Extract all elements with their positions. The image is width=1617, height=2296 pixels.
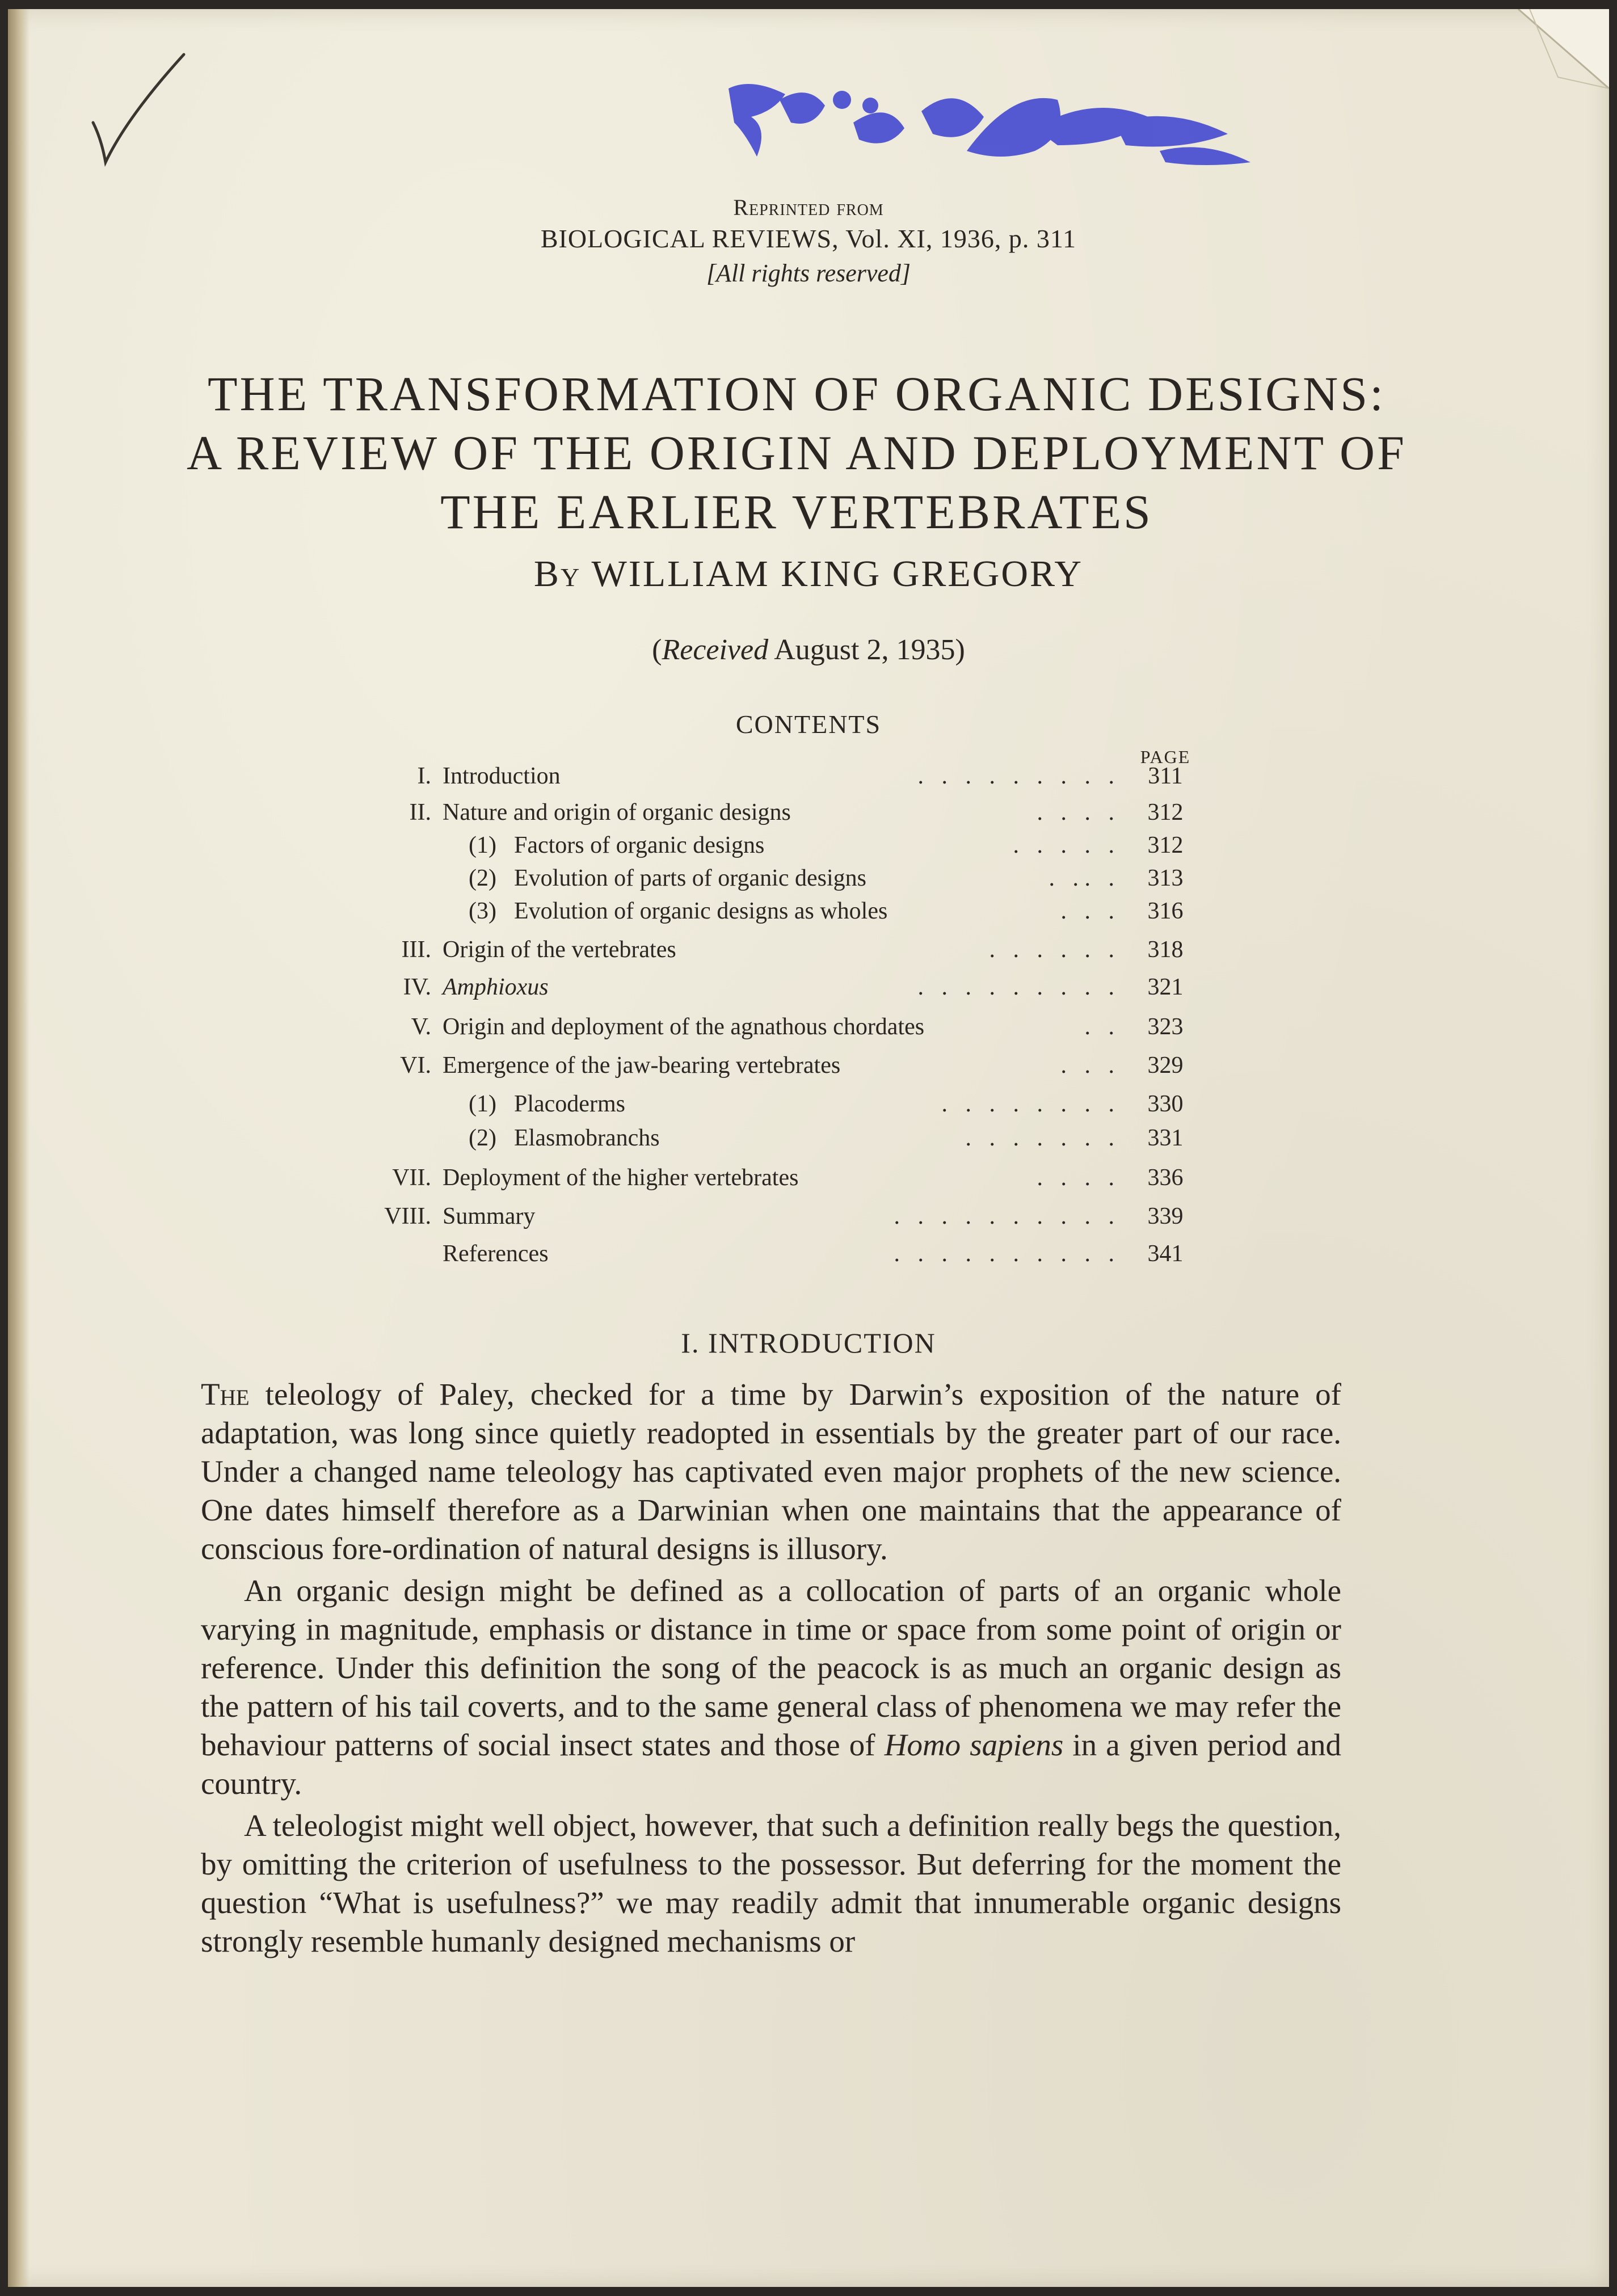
- toc-entry: [8, 1052, 1609, 1086]
- toc-entry: [8, 1124, 1609, 1158]
- toc-entry-title: Evolution of parts of organic designs: [514, 865, 866, 891]
- paragraph: [201, 1572, 1341, 1803]
- toc-entry: [8, 936, 1609, 970]
- toc-entry-title: Amphioxus: [443, 974, 549, 1000]
- toc-entry-page: 341: [1147, 1241, 1184, 1267]
- toc-entry-title: Elasmobranchs: [514, 1125, 660, 1151]
- toc-entry: [8, 1240, 1609, 1274]
- toc-entry-subnumber: (3): [469, 898, 496, 924]
- toc-entry-title: Nature and origin of organic designs: [443, 799, 791, 825]
- toc-entry-number: IV.: [403, 974, 431, 1000]
- paper-page: [8, 9, 1609, 2287]
- toc-entry-page: 312: [1147, 832, 1184, 858]
- toc-entry-number: II.: [409, 799, 431, 825]
- toc-leader-dots: . . . . . . . .: [941, 1091, 1114, 1117]
- toc-entry-subnumber: (2): [469, 865, 496, 891]
- toc-leader-dots: . .: [1084, 1014, 1114, 1040]
- toc-entry-subnumber: (2): [469, 1125, 496, 1151]
- toc-leader-dots: . . . .: [1037, 1165, 1114, 1191]
- toc-entry-page: 336: [1147, 1165, 1184, 1191]
- paragraph: [201, 1375, 1341, 1568]
- toc-entry: [8, 1164, 1609, 1198]
- contents-heading: CONTENTS: [735, 710, 882, 739]
- paragraph-text: teleology of Paley, checked for a time by Darwin’s exposition of the nature of adaptation, was long since quietly readopted in essentials by the greater part of our race. Under a changed name teleology has captivated even major prophets of the new science. One dates himself therefore as a Darwinian when one maintains that the appearance of conscious fore-ordination of natural designs is illusory.: [201, 1377, 1341, 1566]
- toc-entry-title: Summary: [443, 1203, 536, 1229]
- paragraph-lead: The: [201, 1377, 250, 1412]
- toc-entry-number: VIII.: [384, 1203, 431, 1229]
- toc-leader-dots: . . . .: [1048, 865, 1114, 891]
- toc-entry-subnumber: (1): [469, 1091, 496, 1117]
- received-date-value: August 2, 1935: [774, 634, 955, 666]
- toc-leader-dots: . . . . . .: [989, 937, 1114, 963]
- toc-entry: [8, 974, 1609, 1008]
- toc-entry-number: III.: [401, 937, 431, 963]
- title-line: THE TRANSFORMATION OF ORGANIC DESIGNS:: [207, 366, 1386, 421]
- toc-entry: [8, 865, 1609, 899]
- toc-entry-subnumber: (1): [469, 832, 496, 858]
- toc-leader-dots: . . .: [1060, 898, 1114, 924]
- toc-entry: [8, 1203, 1609, 1237]
- toc-entry-page: 339: [1147, 1203, 1184, 1229]
- toc-leader-dots: . . . . . . . . . .: [894, 1241, 1114, 1267]
- paragraph-text: in a given period and country.: [201, 1728, 1341, 1801]
- toc-entry-title: Emergence of the jaw-bearing vertebrates: [443, 1052, 841, 1079]
- toc-entry-page: 311: [1148, 763, 1183, 789]
- toc-entry-page: 321: [1147, 974, 1184, 1000]
- toc-entry-title: Factors of organic designs: [514, 832, 765, 858]
- toc-leader-dots: . . . . . . . . . .: [894, 1203, 1114, 1229]
- toc-entry: [8, 762, 1609, 797]
- toc-entry-number: I.: [417, 763, 431, 789]
- received-label: Received: [662, 634, 769, 666]
- toc-entry: [8, 898, 1609, 932]
- title-line: A REVIEW OF THE ORIGIN AND DEPLOYMENT OF: [187, 426, 1407, 480]
- toc-entry-title: Origin and deployment of the agnathous chordates: [443, 1014, 925, 1040]
- toc-leader-dots: . . . . . . . . .: [917, 974, 1114, 1000]
- italic-term: Homo sapiens: [884, 1728, 1064, 1762]
- author-prefix: By: [533, 553, 582, 595]
- toc-entry-page: 329: [1147, 1052, 1184, 1079]
- toc-entry-page: 313: [1147, 865, 1184, 891]
- toc-entry-title: Deployment of the higher vertebrates: [443, 1165, 799, 1191]
- toc-entry-number: V.: [411, 1014, 431, 1040]
- toc-entry-page: 318: [1147, 937, 1184, 963]
- toc-entry-title: References: [443, 1241, 549, 1267]
- toc-entry: [8, 799, 1609, 833]
- toc-entry-number: VI.: [400, 1052, 431, 1079]
- reprint-label: Reprinted from: [733, 195, 884, 220]
- toc-entry-page: 331: [1147, 1125, 1184, 1151]
- toc-page-column-label: PAGE: [1140, 747, 1191, 767]
- title-line: THE EARLIER VERTEBRATES: [440, 485, 1153, 539]
- toc-leader-dots: . . . . . . . . .: [917, 763, 1114, 789]
- toc-entry-title: Evolution of organic designs as wholes: [514, 898, 888, 924]
- toc-entry-title: Origin of the vertebrates: [443, 937, 676, 963]
- toc-entry: [8, 1013, 1609, 1047]
- received-date: (Received August 2, 1935): [652, 634, 965, 666]
- journal-citation: BIOLOGICAL REVIEWS, Vol. XI, 1936, p. 311: [540, 224, 1077, 253]
- toc-leader-dots: . . . . .: [1013, 832, 1114, 858]
- toc-entry-page: 316: [1147, 898, 1184, 924]
- toc-leader-dots: . . .: [1060, 1052, 1114, 1079]
- toc-entry: [8, 832, 1609, 866]
- toc-entry: [8, 1090, 1609, 1124]
- toc-entry-title: Introduction: [443, 763, 561, 789]
- toc-entry-title: Placoderms: [514, 1091, 625, 1117]
- introduction-body: [201, 1375, 1341, 1961]
- toc-leader-dots: . . . .: [1037, 799, 1114, 825]
- paragraph-text: A teleologist might well object, however, that such a definition really begs the question, by omitting the criterion of usefulness to the possessor. But deferring for the moment the question “What is usefulness?” we may readily admit that innumerable organic designs strongly resemble humanly designed mechanisms or: [201, 1808, 1341, 1958]
- toc-leader-dots: . . . . . . .: [965, 1125, 1114, 1151]
- section-heading: I. INTRODUCTION: [681, 1327, 936, 1359]
- toc-entry-number: VII.: [392, 1165, 431, 1191]
- table-of-contents: [8, 9, 1609, 1314]
- paragraph: [201, 1806, 1341, 1961]
- author-name: WILLIAM KING GREGORY: [591, 553, 1084, 595]
- paragraph-text: An organic design might be defined as a collocation of parts of an organic whole varying in magnitude, emphasis or distance in time or space from some point of origin or reference. Under this definition the song of the peacock is as much an organic design as the pattern of his tail coverts, and to the same general class of phenomena we may refer the behaviour patterns of social insect states and those of: [201, 1573, 1341, 1762]
- rights-notice: [All rights reserved]: [706, 259, 911, 287]
- toc-entry-page: 330: [1147, 1091, 1184, 1117]
- toc-entry-page: 323: [1147, 1014, 1184, 1040]
- toc-entry-page: 312: [1147, 799, 1184, 825]
